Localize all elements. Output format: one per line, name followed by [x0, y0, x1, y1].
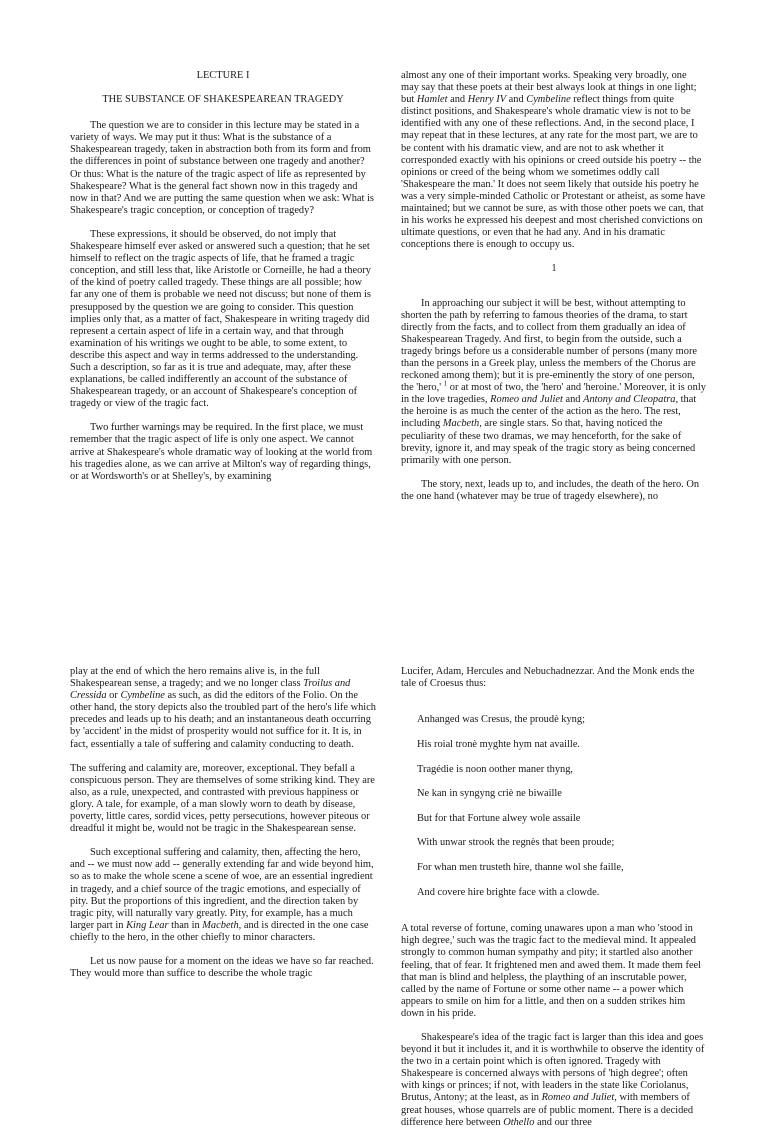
play-title: Macbeth,	[442, 418, 482, 430]
paragraph: play at the end of which the hero remains alive is, in the full Shakespearean sense, a tragedy; and we no longer class Troilus and Cressida or Cymbeline as such, as did the editors of the Folio. On the other hand, the story depicts also the troubled part of the hero's life which precedes and leads up to his death; and an instantaneous death occurring by 'accident' in the midst of prosperity would not suffice for it. It is, in fact, essentially a tale of suffering and calamity conducting to death.	[70, 666, 377, 750]
lecture-label: LECTURE I	[196, 70, 250, 81]
paragraph: Lucifer, Adam, Hercules and Nebuchadnezzar. And the Monk ends the tale of Croesus thus:	[401, 666, 695, 690]
column-1	[70, 70, 376, 495]
lecture-title: THE SUBSTANCE OF SHAKESPEAREAN TRAGEDY	[102, 94, 344, 106]
play-title: Cymbeline	[526, 94, 571, 106]
play-title: Othello	[503, 1116, 535, 1128]
verse-line: Tragédie is noon oother maner thyng,	[417, 763, 574, 775]
play-title: Henry IV	[467, 94, 507, 106]
verse-line: For whan men trusteth hire, thanne wol she faille,	[417, 862, 624, 874]
section-number: 1	[551, 263, 557, 275]
play-title: Antony and Cleopatra,	[583, 394, 679, 406]
verse-line: Ne kan in syngyng criè ne biwaille	[417, 788, 562, 800]
play-title: Romeo and Juliet	[490, 394, 563, 406]
verse-line: His roial tronè myghte hym nat availle.	[417, 739, 581, 751]
paragraph: The question we are to consider in this lecture may be stated in a variety of ways. We may put it thus: What is the substance of a Shakespearean tragedy, taken in abstraction both from its form and from the differences in point of substance between one tragedy and another? Or thus: What is the nature of the tragic aspect of life as represented by Shakespeare? What is the general fact shown now in this tragedy and now in that? And we are putting the same question when we ask: What is Shakespeare's tragic conception, or conception of tragedy?	[70, 120, 374, 216]
column-4	[401, 666, 707, 1141]
play-title: Hamlet	[416, 94, 448, 106]
column-2	[401, 70, 707, 515]
paragraph: The suffering and calamity are, moreover, exceptional. They befall a conspicuous person. They are themselves of some striking kind. They are also, as a rule, unexpected, and contrasted with previous happiness or glory. A tale, for example, of a man slowly worn to death by disease, poverty, little cares, sordid vices, petty persecutions, however piteous or dreadful it might be, would not be tragic in the Shakespearean sense.	[70, 762, 375, 835]
verse-line: Anhanged was Cresus, the proudè kyng;	[417, 714, 585, 726]
verse-line: With unwar strook the regnès that been proude;	[417, 837, 615, 849]
verse-line: And covere hire brighte face with a clowde.	[417, 886, 600, 898]
play-title: Cymbeline	[120, 690, 165, 702]
paragraph: These expressions, it should be observed, do not imply that Shakespeare himself ever asked or answered such a question; that he set himself to reflect on the tragic aspects of life, that he framed a tragic conception, and still less that, like Aristotle or Corneille, he had a theory of the kind of poetry called tragedy. These things are all possible; how far any one of them is probable we need not discuss; but none of them is presupposed by the question we are going to consider. This question implies only that, as a matter of fact, Shakespeare in writing tragedy did represent a certain aspect of life in a certain way, and that through examination of his writings we ought to be able, to some extent, to describe this aspect and way in terms addressed to the understanding. Such a description, so far as it is true and adequate, may, after these explanations, be called indifferently an account of the substance of Shakespearean tragedy, or an account of Shakespeare's conception of tragedy or view of the tragic fact.	[70, 228, 371, 410]
paragraph: In approaching our subject it will be best, without attempting to shorten the path by referring to famous theories of the drama, to start directly from the facts, and to collect from them gradually an idea of Shakespearean Tragedy. And first, to begin from the outside, such a tragedy brings before us a considerable number of persons (many more than the persons in a Greek play, unless the members of the Chorus are reckoned among them); but it is pre-eminently the story of one person, the 'hero,' $^1$ or at most of two, the 'hero' and 'heroine.' Moreover, it is only in the love tragedies, Romeo and Juliet and Antony and Cleopatra, that the heroine is as much the center of the action as the hero. The rest, including Macbeth, are single stars. So that, having noticed the peculiarity of these two dramas, we may henceforth, for the sake of brevity, ignore it, and may speak of the tragic story as being concerned primarily with one person.	[401, 297, 706, 466]
verse-line: But for that Fortune alwey wole assaile	[417, 812, 581, 824]
play-title: Romeo and Juliet,	[541, 1092, 617, 1104]
paragraph: almost any one of their important works. Speaking very broadly, one may say that these poets at their best always look at things in one light; but Hamlet and Henry IV and Cymbeline reflect things from quite distinct positions, and Shakespeare's whole dramatic view is not to be identified with any one of these reflections. And, in the second place, I may repeat that in these lectures, at any rate for the most part, we are to be content with his dramatic view, and are not to ask whether it corresponded exactly with his opinions or creed outside his poetry -- the opinions or creed of the being whom we sometimes oddly call 'Shakespeare the man.' It does not seem likely that outside his poetry he was a very simple-minded Catholic or Protestant or atheist, as some have maintained; but we cannot be sure, as with those other poets we can, that in his works he expressed his deepest and most cherished convictions on ultimate questions, or even that he had any. And in his dramatic conceptions there is enough to occupy us.	[401, 70, 706, 251]
paragraph: Such exceptional suffering and calamity, then, affecting the hero, and -- we must now add -- generally extending far and wide beyond him, so as to make the whole scene a scene of woe, are an essential ingredient in tragedy, and a chief source of the tragic emotions, and especially of pity. But the proportions of this ingredient, and the direction taken by tragic pity, will naturally vary greatly. Pity, for example, has a much larger part in King Lear than in Macbeth, and is directed in the one case chiefly to the hero, in the other chiefly to minor characters.	[70, 847, 374, 943]
play-title: Troilus and Cressida	[70, 678, 351, 702]
verse-quote	[417, 702, 707, 911]
paragraph: A total reverse of fortune, coming unawares upon a man who 'stood in high degree,' such was the tragic fact to the medieval mind. It appealed strongly to common human sympathy and pity; it startled also another feeling, that of fear. It frightened men and awed them. It made them feel that man is blind and helpless, the plaything of an inscrutable power, called by the name of Fortune or some other name -- a power which appears to smile on him for a little, and then on a sudden strikes him down in his pride.	[401, 923, 702, 1019]
paragraph: Shakespeare's idea of the tragic fact is larger than this idea and goes beyond it but it includes it, and it is worthwhile to observe the identity of the two in a certain point which is often ignored. Tragedy with Shakespeare is concerned always with persons of 'high degree'; often with kings or princes; if not, with leaders in the state like Coriolanus, Brutus, Antony; at the least, as in Romeo and Juliet, with members of great houses, whose quarrels are of public moment. There is a decided difference here between Othello and our three	[401, 1031, 705, 1128]
paragraph: Let us now pause for a moment on the ideas we have so far reached. They would more than suffice to describe the whole tragic	[70, 955, 374, 980]
footnote-marker[interactable]: 1	[443, 379, 448, 388]
play-title: Macbeth,	[202, 919, 242, 931]
column-3	[70, 666, 376, 992]
paragraph: Two further warnings may be required. In the first place, we must remember that the tragic aspect of life is only one aspect. We cannot arrive at Shakespeare's whole dramatic way of looking at the world from his tragedies alone, as we can arrive at Milton's way of regarding things, or at Wordsworth's or at Shelley's, by examining	[70, 422, 373, 482]
paragraph: The story, next, leads up to, and includes, the death of the hero. On the one hand (whatever may be true of tragedy elsewhere), no	[401, 478, 700, 502]
play-title: King Lear	[126, 919, 169, 931]
